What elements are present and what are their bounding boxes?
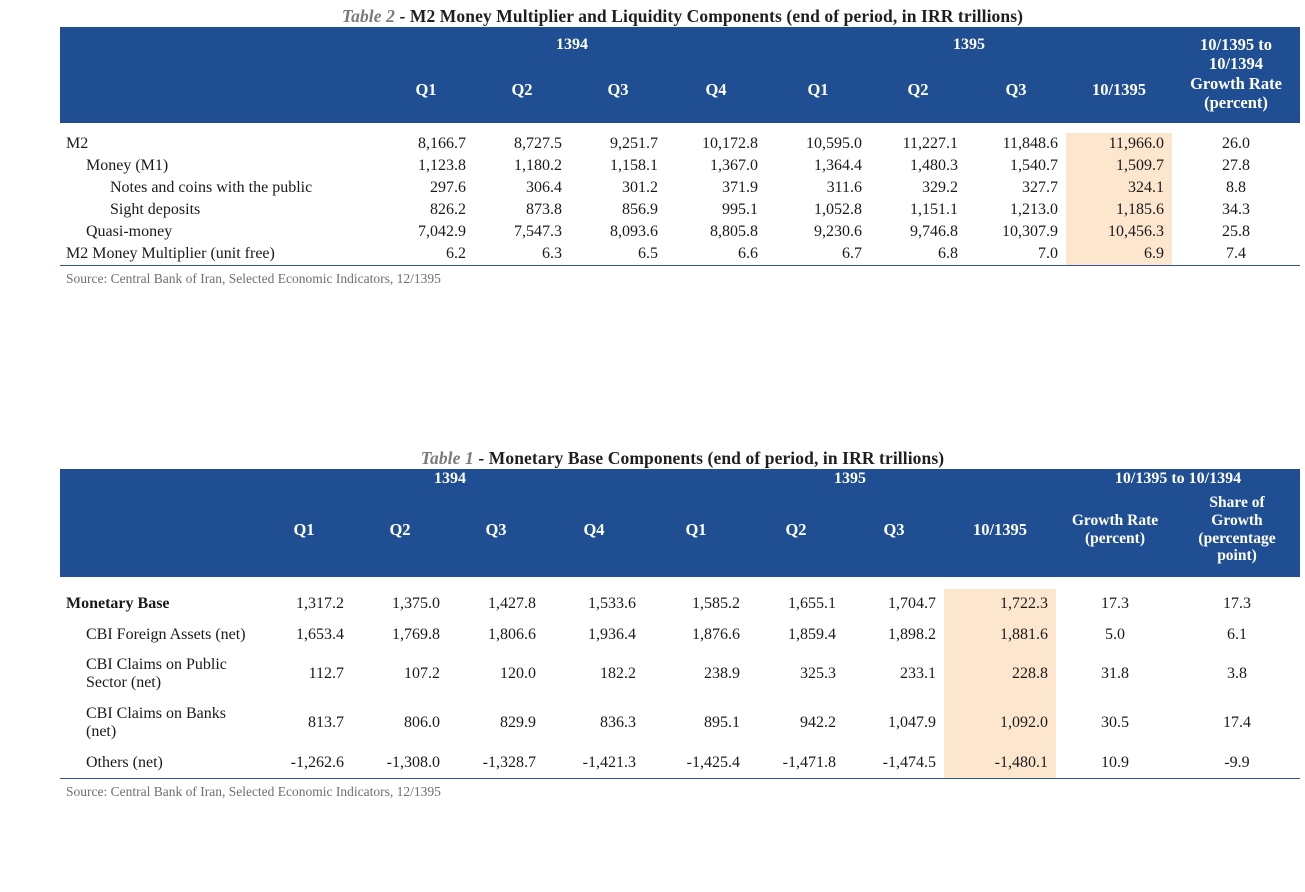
table2-section — [60, 6, 1305, 287]
table2-row0-v6: 11,848.6 — [1002, 134, 1058, 152]
table2-row0-v2: 9,251.7 — [610, 134, 658, 152]
table2-row3-v1: 873.8 — [526, 200, 562, 218]
table1-row4-v1: -1,308.0 — [386, 753, 440, 771]
table2-row2-v6: 327.7 — [1022, 178, 1058, 196]
table2-row1-v6: 1,540.7 — [1010, 156, 1058, 174]
table2-row2-label: Notes and coins with the public — [110, 178, 313, 196]
table2-row5-growth: 7.4 — [1226, 244, 1246, 262]
table2-row1-v1: 1,180.2 — [514, 156, 562, 174]
table1-col-q4-1394: Q4 — [544, 490, 644, 577]
table2-row4-growth: 25.8 — [1222, 222, 1250, 240]
table-row — [60, 589, 1300, 619]
table1-col-share-growth: Share of Growth (percentage point) — [1174, 490, 1300, 577]
table2-row3-v6: 1,213.0 — [1010, 200, 1058, 218]
table-row — [60, 221, 1300, 243]
table1-row2-growth-rate: 31.8 — [1101, 665, 1129, 683]
table1-col-q1-1394: Q1 — [256, 490, 352, 577]
table1-row1-v2: 1,806.6 — [488, 625, 536, 643]
table2-group-1394: 1394 — [378, 27, 766, 64]
table2-row5-v1: 6.3 — [542, 244, 562, 262]
table1-spacer-row — [60, 577, 1300, 589]
table2-col-q1-1395: Q1 — [766, 64, 870, 123]
table1-row2-v0: 112.7 — [308, 665, 344, 683]
table1-row2-v3: 182.2 — [600, 665, 636, 683]
table1-row3-label: CBI Claims on Banks (net) — [86, 704, 227, 741]
table2-title-main: - M2 Money Multiplier and Liquidity Components (end of period, in IRR trillions) — [399, 6, 1024, 26]
table2-title-number: 2 — [386, 6, 395, 26]
table1-row0-share: 17.3 — [1223, 595, 1251, 613]
table2-row4-v3: 8,805.8 — [710, 222, 758, 240]
table-row — [60, 243, 1300, 265]
table1 — [60, 469, 1300, 778]
table1-row0-label: Monetary Base — [66, 595, 170, 613]
table2-row2-v1: 306.4 — [526, 178, 562, 196]
table2-row5-v2: 6.5 — [638, 244, 658, 262]
table2-row0-v1: 8,727.5 — [514, 134, 562, 152]
table1-row1-v1: 1,769.8 — [392, 625, 440, 643]
table2-col-q1-1394: Q1 — [378, 64, 474, 123]
table1-group-growth: 10/1395 to 10/1394 — [1056, 469, 1300, 490]
table1-row0-v5: 1,655.1 — [788, 595, 836, 613]
table1-row4-v5: -1,471.8 — [782, 753, 836, 771]
table2-col-q3-1394: Q3 — [570, 64, 666, 123]
table1-source: Source: Central Bank of Iran, Selected Economic Indicators, 12/1395 — [66, 783, 441, 799]
table2-row1-v2: 1,158.1 — [610, 156, 658, 174]
table2 — [60, 27, 1300, 265]
table2-row0-v4: 10,595.0 — [806, 134, 862, 152]
table1-group-1395: 1395 — [644, 469, 1056, 490]
table2-row4-v0: 7,042.9 — [418, 222, 466, 240]
table1-row1-share: 6.1 — [1227, 625, 1247, 643]
table1-col-q2-1394: Q2 — [352, 490, 448, 577]
table2-row1-v7: 1,509.7 — [1066, 155, 1172, 177]
table2-row5-v6: 7.0 — [1038, 244, 1058, 262]
table2-row5-label: M2 Money Multiplier (unit free) — [66, 244, 275, 262]
table1-row2-v6: 233.1 — [900, 665, 936, 683]
table-row — [60, 699, 1300, 748]
table1-row1-growth-rate: 5.0 — [1105, 625, 1125, 643]
table2-title-prefix: Table — [341, 6, 382, 26]
table1-row2-v2: 120.0 — [500, 665, 536, 683]
table2-row5-v4: 6.7 — [842, 244, 862, 262]
table1-row4-v3: -1,421.3 — [582, 753, 636, 771]
table2-row5-v3: 6.6 — [738, 244, 758, 262]
table2-row3-v2: 856.9 — [622, 200, 658, 218]
table1-row1-v7: 1,881.6 — [944, 620, 1056, 650]
table2-row0-label: M2 — [66, 134, 89, 152]
table1-row3-v0: 813.7 — [308, 714, 344, 732]
table2-row4-label: Quasi-money — [86, 222, 173, 240]
table1-row0-v1: 1,375.0 — [392, 595, 440, 613]
table2-source: Source: Central Bank of Iran, Selected Economic Indicators, 12/1395 — [66, 270, 441, 286]
table1-col-q3-1395: Q3 — [844, 490, 944, 577]
table1-row0-v4: 1,585.2 — [692, 595, 740, 613]
table-row — [60, 620, 1300, 650]
table1-row4-v7: -1,480.1 — [944, 748, 1056, 778]
table2-row2-v5: 329.2 — [922, 178, 958, 196]
table1-row4-v6: -1,474.5 — [882, 753, 936, 771]
table1-row3-v7: 1,092.0 — [944, 699, 1056, 748]
table2-col-q2-1394: Q2 — [474, 64, 570, 123]
table2-col-q4-1394: Q4 — [666, 64, 766, 123]
table-row — [60, 650, 1300, 699]
table1-row0-v6: 1,704.7 — [888, 595, 936, 613]
table2-row1-growth: 27.8 — [1222, 156, 1250, 174]
table1-row0-v2: 1,427.8 — [488, 595, 536, 613]
table-row — [60, 199, 1300, 221]
table1-group-header-row — [60, 469, 1300, 490]
table2-row2-growth: 8.8 — [1226, 178, 1246, 196]
table2-row2-v2: 301.2 — [622, 178, 658, 196]
table1-row4-v2: -1,328.7 — [482, 753, 536, 771]
table1-row3-v4: 895.1 — [704, 714, 740, 732]
table1-col-q3-1394: Q3 — [448, 490, 544, 577]
table-row — [60, 155, 1300, 177]
table2-row0-growth: 26.0 — [1222, 134, 1250, 152]
table2-row4-v1: 7,547.3 — [514, 222, 562, 240]
table2-row0-v3: 10,172.8 — [702, 134, 758, 152]
table2-title — [60, 6, 1305, 27]
table1-col-10-1395: 10/1395 — [944, 490, 1056, 577]
table2-row3-v7: 1,185.6 — [1066, 199, 1172, 221]
table1-row4-share: -9.9 — [1224, 753, 1250, 771]
table1-row3-v1: 806.0 — [404, 714, 440, 732]
table1-row2-label: CBI Claims on Public Sector (net) — [86, 656, 227, 692]
table1-corner-cell — [60, 469, 256, 577]
table1-row2-v5: 325.3 — [800, 665, 836, 683]
table2-row1-v5: 1,480.3 — [910, 156, 958, 174]
table-row — [60, 177, 1300, 199]
table1-row0-v0: 1,317.2 — [296, 595, 344, 613]
table2-row2-v4: 311.6 — [826, 178, 862, 196]
table2-row0-v7: 11,966.0 — [1066, 133, 1172, 155]
table1-row0-growth-rate: 17.3 — [1101, 595, 1129, 613]
table1-row0-v7: 1,722.3 — [944, 589, 1056, 619]
table1-row4-v0: -1,262.6 — [290, 753, 344, 771]
table2-corner-cell — [60, 27, 378, 123]
table2-col-q3-1395: Q3 — [966, 64, 1066, 123]
table2-row4-v5: 9,746.8 — [910, 222, 958, 240]
table1-title — [60, 448, 1305, 469]
table2-row0-v0: 8,166.7 — [418, 134, 466, 152]
table2-group-header-row — [60, 27, 1300, 64]
table2-row4-v6: 10,307.9 — [1002, 222, 1058, 240]
table1-row2-share: 3.8 — [1227, 665, 1247, 683]
table2-row3-v4: 1,052.8 — [814, 200, 862, 218]
table1-title-prefix: Table — [420, 448, 461, 468]
table2-row5-v5: 6.8 — [938, 244, 958, 262]
table1-col-q1-1395: Q1 — [644, 490, 748, 577]
table2-row3-v3: 995.1 — [722, 200, 758, 218]
table2-row5-v0: 6.2 — [446, 244, 466, 262]
table1-row0-v3: 1,533.6 — [588, 595, 636, 613]
table-row — [60, 133, 1300, 155]
table1-row3-share: 17.4 — [1223, 714, 1251, 732]
table2-row0-v5: 11,227.1 — [902, 134, 958, 152]
table2-col-10-1395: 10/1395 — [1066, 64, 1172, 123]
table1-title-number: 1 — [465, 448, 474, 468]
table2-growth-header: 10/1395 to 10/1394 Growth Rate (percent) — [1172, 27, 1300, 123]
table1-col-growth-rate: Growth Rate (percent) — [1056, 490, 1174, 577]
table1-row3-v6: 1,047.9 — [888, 714, 936, 732]
table2-row2-v3: 371.9 — [722, 178, 758, 196]
table2-row4-v2: 8,093.6 — [610, 222, 658, 240]
table1-row1-v6: 1,898.2 — [888, 625, 936, 643]
table1-row3-v3: 836.3 — [600, 714, 636, 732]
table2-row3-label: Sight deposits — [110, 200, 201, 218]
table1-row1-v0: 1,653.4 — [296, 625, 344, 643]
table1-row1-v4: 1,876.6 — [692, 625, 740, 643]
table1-row2-v4: 238.9 — [704, 665, 740, 683]
table2-row2-v0: 297.6 — [430, 178, 466, 196]
table2-row3-v5: 1,151.1 — [910, 200, 958, 218]
table1-row4-v4: -1,425.4 — [686, 753, 740, 771]
table1-section — [60, 448, 1305, 800]
table2-col-q2-1395: Q2 — [870, 64, 966, 123]
table2-row4-v4: 9,230.6 — [814, 222, 862, 240]
table1-row1-v5: 1,859.4 — [788, 625, 836, 643]
table2-group-1395: 1395 — [766, 27, 1172, 64]
table1-row4-growth-rate: 10.9 — [1101, 753, 1129, 771]
table2-row3-growth: 34.3 — [1222, 200, 1250, 218]
table1-row1-label: CBI Foreign Assets (net) — [86, 625, 246, 643]
table2-row1-v3: 1,367.0 — [710, 156, 758, 174]
table-row — [60, 748, 1300, 778]
table1-row2-v7: 228.8 — [944, 650, 1056, 699]
table2-row2-v7: 324.1 — [1066, 177, 1172, 199]
table1-title-main: - Monetary Base Components (end of period, in IRR trillions) — [478, 448, 945, 468]
table2-row3-v0: 826.2 — [430, 200, 466, 218]
table2-row1-v4: 1,364.4 — [814, 156, 862, 174]
table2-spacer-row — [60, 123, 1300, 133]
table1-col-q2-1395: Q2 — [748, 490, 844, 577]
table2-row1-label: Money (M1) — [86, 156, 169, 174]
table1-row4-label: Others (net) — [86, 753, 163, 771]
table2-row4-v7: 10,456.3 — [1066, 221, 1172, 243]
table1-row3-v5: 942.2 — [800, 714, 836, 732]
table2-row1-v0: 1,123.8 — [418, 156, 466, 174]
table1-row1-v3: 1,936.4 — [588, 625, 636, 643]
table1-row3-growth-rate: 30.5 — [1101, 714, 1129, 732]
table1-row2-v1: 107.2 — [404, 665, 440, 683]
table1-group-1394: 1394 — [256, 469, 644, 490]
table1-row3-v2: 829.9 — [500, 714, 536, 732]
table2-row5-v7: 6.9 — [1066, 243, 1172, 265]
